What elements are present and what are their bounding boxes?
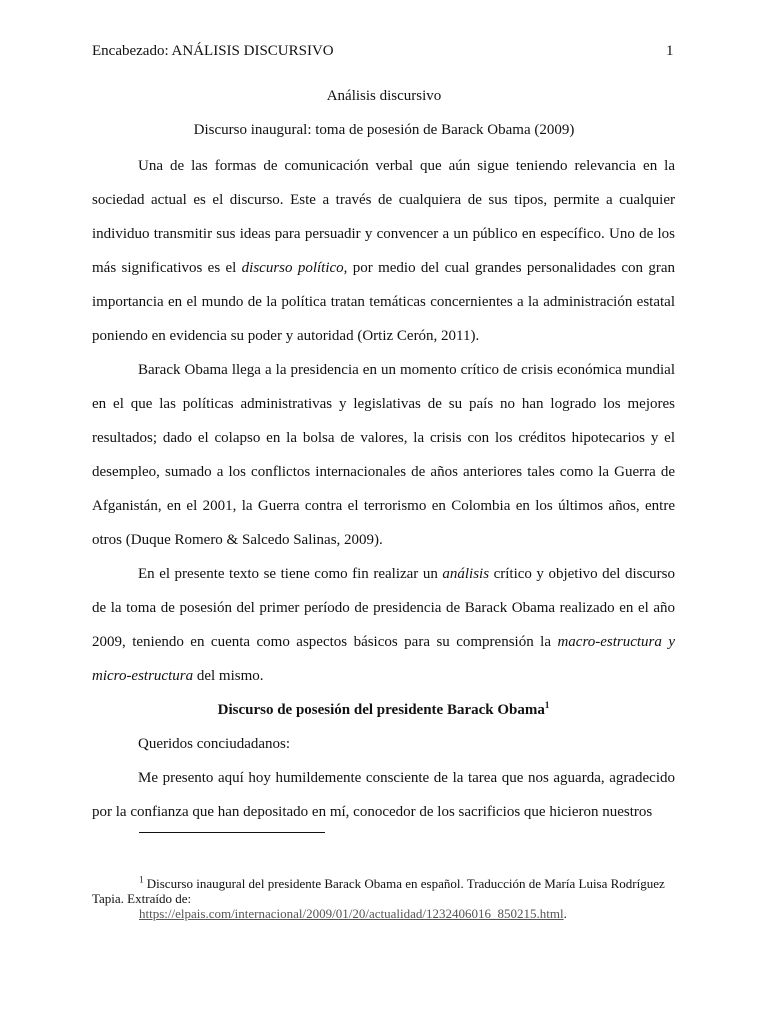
footnote-end: . (563, 906, 567, 921)
document-subtitle: Discurso inaugural: toma de posesión de Barack Obama (2009) (193, 122, 575, 138)
footnote-body (92, 876, 675, 906)
footnote-link[interactable]: https://elpais.com/internacional/2009/01/20/actualidad/1232406016_850215.html (139, 906, 564, 921)
section-heading-text: Discurso de posesión del presidente Barack Obama (217, 702, 545, 718)
paragraph-3 (92, 557, 675, 693)
paragraph-1 (92, 149, 675, 353)
paragraph-3-text-a: En el presente texto se tiene como fin realizar un (138, 566, 443, 582)
paragraph-1-text-a: Una de las formas de comunicación verbal que aún sigue teniendo relevancia en la sociedad actual es el discurso. Este a través de cualquiera de sus tipos, permite a cualquier individuo transmitir sus ideas para persuadir y convencer a un público en específico. Uno de los más significativos es el (92, 158, 675, 276)
footnote-link-line (92, 906, 675, 921)
paragraph-1-text-b: , por medio del cual grandes personalidades con gran importancia en el mundo de la política tratan temáticas concernientes a la administración estatal poniendo en evidencia su poder y autoridad (Ortiz Cerón, 2011). (92, 260, 676, 344)
paragraph-1-emphasis: discurso político (241, 260, 344, 276)
body-text (92, 149, 675, 829)
footnote-reference[interactable]: 1 (544, 700, 550, 710)
salutation: Queridos conciudadanos: (138, 736, 291, 752)
paragraph-2: Barack Obama llega a la presidencia en un momento crítico de crisis económica mundial en el que las políticas administrativas y legislativas de su país no han logrado los mejores resultados; dado el colapso en la bolsa de valores, la crisis con los créditos hipotecarios y el desempleo, sumado a los conflictos internacionales de años anteriores tales como la Guerra de Afganistán, en el 2001, la Guerra contra el terrorismo en Colombia en los últimos años, entre otros (Duque Romero & Salcedo Salinas, 2009). (92, 362, 675, 548)
footnote-text: Discurso inaugural del presidente Barack Obama en español. Traducción de María Luisa Rodríguez Tapia. Extraído de: (92, 876, 665, 906)
paragraph-3-emphasis-1: análisis (442, 566, 490, 582)
footnote-separator (139, 832, 325, 833)
running-head: Encabezado: ANÁLISIS DISCURSIVO (92, 43, 334, 59)
paragraph-3-text-b: crítico y objetivo del discurso de la toma de posesión del primer período de presidencia de Barack Obama realizado en el año 2009, teniendo en cuenta como aspectos básicos para su comprensión la (92, 566, 675, 650)
paragraph-3-text-c: del mismo. (193, 668, 264, 684)
footnote (92, 876, 675, 921)
paragraph-3-emphasis-2: macro-estructura y micro-estructura (92, 634, 675, 684)
section-heading (92, 693, 675, 727)
page-number: 1 (666, 43, 674, 59)
footnote-marker: 1 (139, 874, 144, 885)
document-title: Análisis discursivo (326, 88, 442, 104)
paragraph-4: Me presento aquí hoy humildemente consciente de la tarea que nos aguarda, agradecido por la confianza que han depositado en mí, conocedor de los sacrificios que hicieron nuestros (92, 770, 675, 820)
